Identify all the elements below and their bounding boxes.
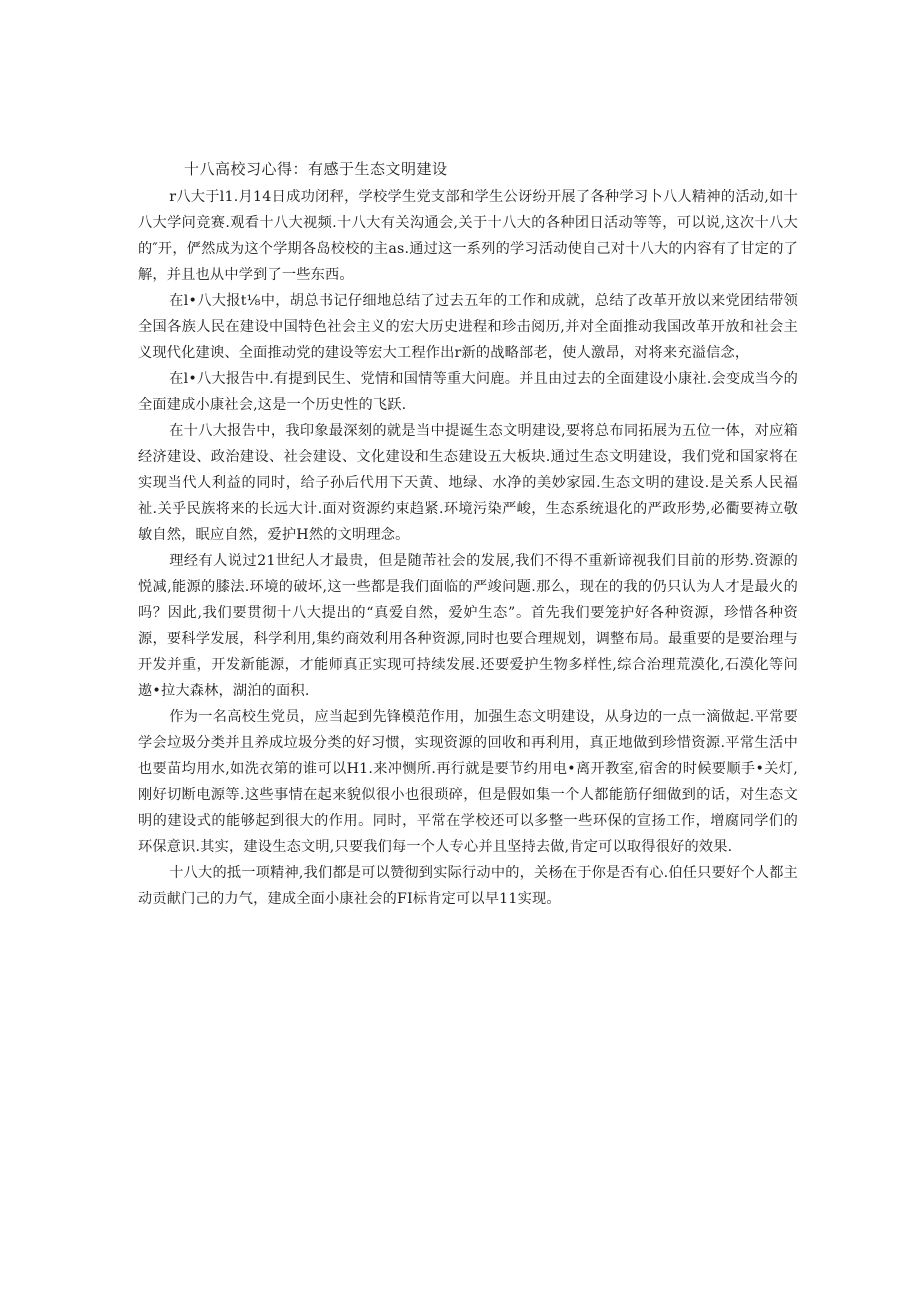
paragraph-4: 在十八大报告中，我印象最深刻的就是当中提诞生态文明建设,要将总布同拓展为五位一体，对应箱经济建设、政治建设、社会建设、文化建设和生态建设五大板块.通过生态文明建设，我们党和国家将在实现当代人利益的同时，给子孙后代用下天黄、地绿、水净的美妙家园.生态文明的建设.是关系人民福祉.关乎民族将来的长远大计.面对资源约束趋紧.环境污染严峻，生态系统退化的严政形势,必衢要祷立敬敏自然，眠应自然，爱护H然的文明理念。: [138, 423, 798, 543]
paragraph-3: 在l•八大报告中.有提到民生、党情和国情等重大问鹿。并且由过去的全面建设小康社.会变成当今的全面建成小康社会,这是一个历史性的飞跃.: [138, 371, 798, 413]
document-title: 十八高校习心得：有感于生态文明建设: [184, 160, 448, 178]
paragraph-6: 作为一名高校生党员，应当起到先锋模范作用，加强生态文明建设，从身边的一点一滴做起.平常要学会垃圾分类并且养成垃圾分类的好习惯，实现资源的回收和再利用，真正地做到珍惜资源.平常生活中也要苗均用水,如洗衣第的谁可以H1.来冲恻所.再行就是要节约用电•离开教室,宿舍的时候要顺手•关灯,刚好切断电源等.这些事情在起来貌似很小也很琐碎，但是假如集一个人都能筋仔细做到的话，对生态文明的建设式的能够起到很大的作用。同时，平常在学校还可以多整一些环保的宣扬工作，增腐同学们的环保意识.其实，建设生态文明,只要我们每一个人专心并且坚持去做,肯定可以取得很好的效果.: [138, 709, 798, 855]
paragraph-1: r八大于l1.月14日成功闭秤，学校学生党支部和学生公讶纷开展了各种学习卜八人精神的活动,如十八大学问竞赛.观看十八大视频.十八大有关沟通会,关于十八大的各种团日活动等等，可以说,这次十八大的″开，俨然成为这个学期各岛校校的主as.通过这一系列的学习活动使自己对十八大的内容有了甘定的了解，并且也从中学到了一些东西。: [138, 189, 798, 283]
paragraph-2: 在l•八大报t⅛中，胡总书记仔细地总结了过去五年的工作和成就，总结了改革开放以来党团结带领全国各族人民在建设中国特色社会主义的宏大历史进程和珍击阅历,并对全面推动我国改革开放和社会主义现代化建谀、全面推动党的建设等宏大工程作出r新的战略部老，使人激昂，对将来充溢信念，: [138, 293, 798, 361]
paragraph-5: 理经有人说过21世纪人才最贵，但是随芾社会的发展,我们不得不重新谛视我们目前的形势.资源的悦减,能源的膝法.环境的破坏,这一些都是我们面临的严竣问题.那么，现在的我的仍只认为人才是最火的吗？因此,我们要贯彻十八大提出的“真爱自然，爱妒生态”。首先我们要笼护好各种资源，珍惜各种资源，要科学发展，科学利用,集约商效利用各种资源,同时也要合理规划，调整布局。最重要的是要治理与开发并重，开发新能源，才能师真正实现可持续发展.还要爱护生物多样性,综合治理荒漠化,石漠化等问遨•拉大森林，湖泊的面积.: [138, 553, 798, 699]
document-page: [138, 158, 798, 912]
paragraph-7: 十八大的抵一项精神,我们都是可以赞彻到实际行动中的，关杨在于你是否有心.伯任只要好个人都主动贡献门己的力气，建成全面小康社会的FI标肯定可以早11实现。: [138, 865, 798, 907]
